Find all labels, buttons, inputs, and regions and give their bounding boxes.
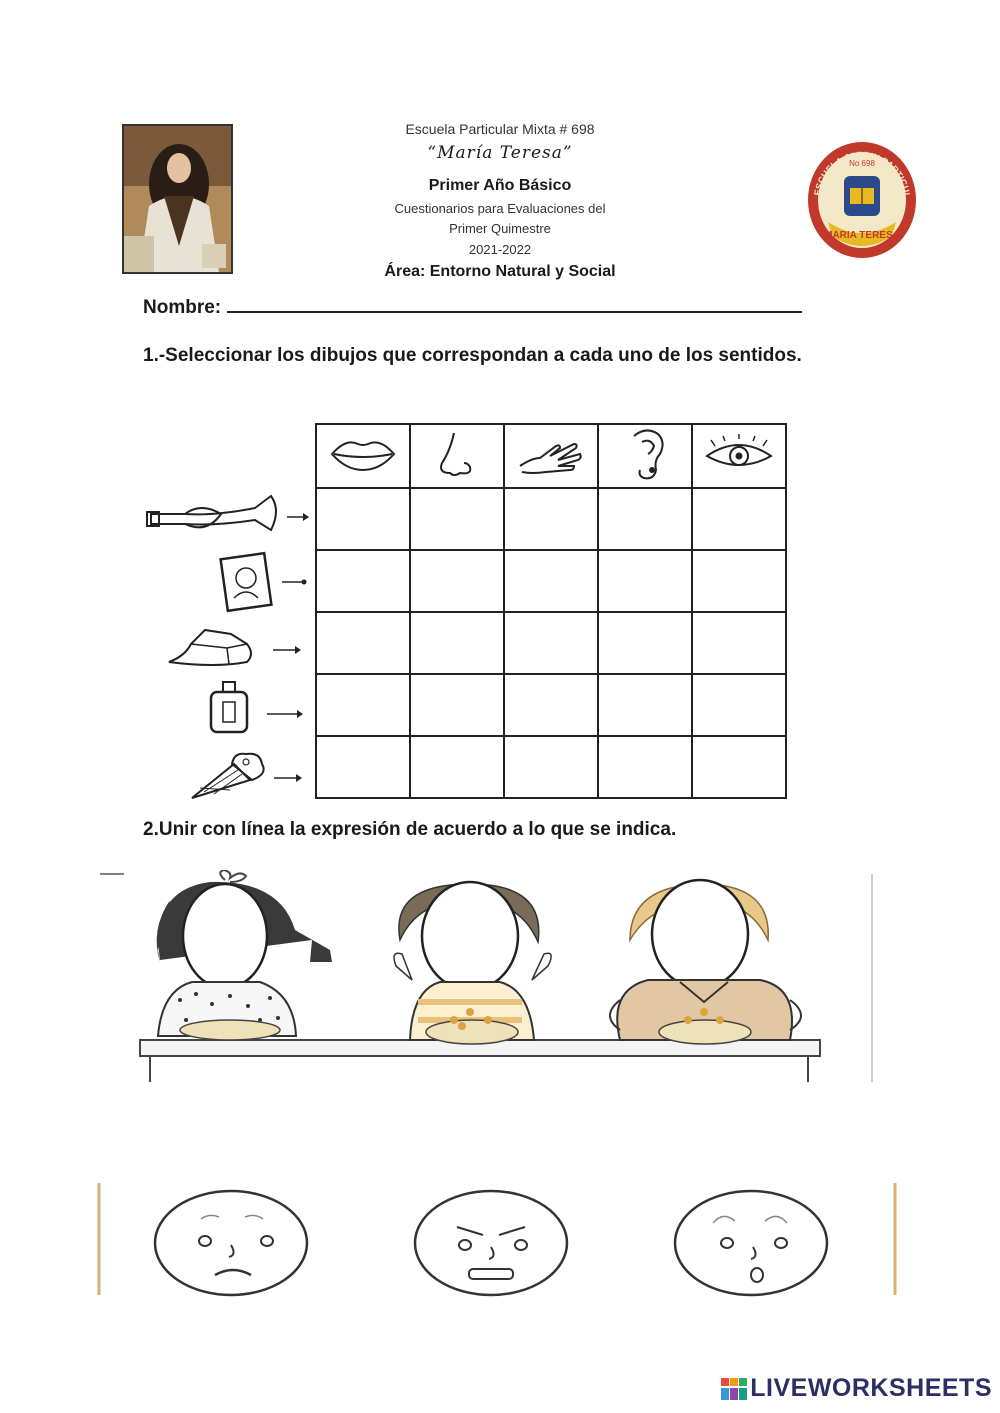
name-row: [143, 293, 802, 319]
sense-column-mouth: [316, 424, 410, 488]
surprised-face-icon: [675, 1191, 827, 1295]
cake-icon: [165, 622, 310, 672]
boy-figure-center: [394, 882, 551, 1044]
school-name: Escuela Particular Mixta # 698: [405, 121, 595, 137]
school-motto: “María Teresa”: [427, 143, 573, 163]
perfume-bottle-icon: [205, 678, 310, 738]
grade-title: Primer Año Básico: [428, 177, 572, 194]
mouth-icon: [328, 434, 398, 474]
grid-cell[interactable]: [504, 736, 598, 798]
grid-cell[interactable]: [410, 736, 504, 798]
question-1-text: 1.-Seleccionar los dibujos que correspondan a cada uno de los sentidos.: [143, 345, 802, 366]
grid-cell[interactable]: [316, 550, 410, 612]
ear-icon: [620, 426, 670, 482]
grid-row-cake: [316, 612, 786, 674]
picture-frame-icon: [218, 550, 313, 614]
grid-cell[interactable]: [504, 488, 598, 550]
grid-cell[interactable]: [598, 550, 692, 612]
liveworksheets-brand: [721, 1374, 992, 1403]
grid-cell[interactable]: [692, 488, 786, 550]
name-label: Nombre:: [143, 297, 222, 318]
grid-cell[interactable]: [410, 612, 504, 674]
liveworksheets-logo-icon: [721, 1378, 747, 1400]
sense-column-hand: [504, 424, 598, 488]
grid-cell[interactable]: [692, 674, 786, 736]
children-illustration: [100, 870, 875, 1082]
grid-row-ice-cream: [316, 736, 786, 798]
grid-cell[interactable]: [316, 674, 410, 736]
grid-cell[interactable]: [598, 488, 692, 550]
subtitle-line-2: Primer Quimestre: [449, 221, 551, 236]
sense-column-eye: [692, 424, 786, 488]
grid-cell[interactable]: [316, 488, 410, 550]
emblem-number: No 698: [849, 159, 875, 168]
saint-portrait-image: [122, 124, 233, 274]
subtitle-line-1: Cuestionarios para Evaluaciones del: [394, 201, 606, 216]
grid-cell[interactable]: [504, 674, 598, 736]
grid-cell[interactable]: [410, 674, 504, 736]
grid-cell[interactable]: [504, 612, 598, 674]
grid-cell[interactable]: [504, 550, 598, 612]
emblem-arc-top-text: ESCUELA JARDIN PARTICUL: [812, 149, 913, 199]
grid-cell[interactable]: [316, 736, 410, 798]
grid-cell[interactable]: [692, 550, 786, 612]
boy-figure-right: [610, 880, 801, 1044]
senses-grid: [315, 423, 787, 799]
school-emblem: [806, 140, 918, 262]
name-field[interactable]: [227, 293, 802, 313]
grid-cell[interactable]: [598, 736, 692, 798]
nose-icon: [432, 429, 482, 479]
question-2-text: 2.Unir con línea la expresión de acuerdo a lo que se indica.: [143, 819, 677, 840]
grid-cell[interactable]: [598, 612, 692, 674]
grid-cell[interactable]: [410, 550, 504, 612]
grid-cell[interactable]: [410, 488, 504, 550]
grid-cell[interactable]: [692, 736, 786, 798]
angry-face-icon: [415, 1191, 567, 1295]
ice-cream-icon: [186, 748, 310, 806]
hand-icon: [516, 432, 586, 476]
trumpet-icon: [145, 490, 315, 542]
grid-row-trumpet: [316, 488, 786, 550]
sad-face-icon: [155, 1191, 307, 1295]
girl-figure: [157, 870, 332, 1040]
sense-column-ear: [598, 424, 692, 488]
eye-icon: [701, 434, 777, 474]
emotion-faces: [97, 1183, 899, 1298]
grid-cell[interactable]: [598, 674, 692, 736]
grid-cell[interactable]: [692, 612, 786, 674]
grid-row-perfume: [316, 674, 786, 736]
sense-column-nose: [410, 424, 504, 488]
brand-text: LIVEWORKSHEETS: [750, 1374, 992, 1402]
grid-cell[interactable]: [316, 612, 410, 674]
subject-area: Área: Entorno Natural y Social: [384, 263, 616, 280]
senses-header-row: [316, 424, 786, 488]
emblem-bottom-text: MARIA TERESA: [824, 230, 900, 241]
grid-row-picture: [316, 550, 786, 612]
school-year: 2021-2022: [468, 242, 532, 257]
